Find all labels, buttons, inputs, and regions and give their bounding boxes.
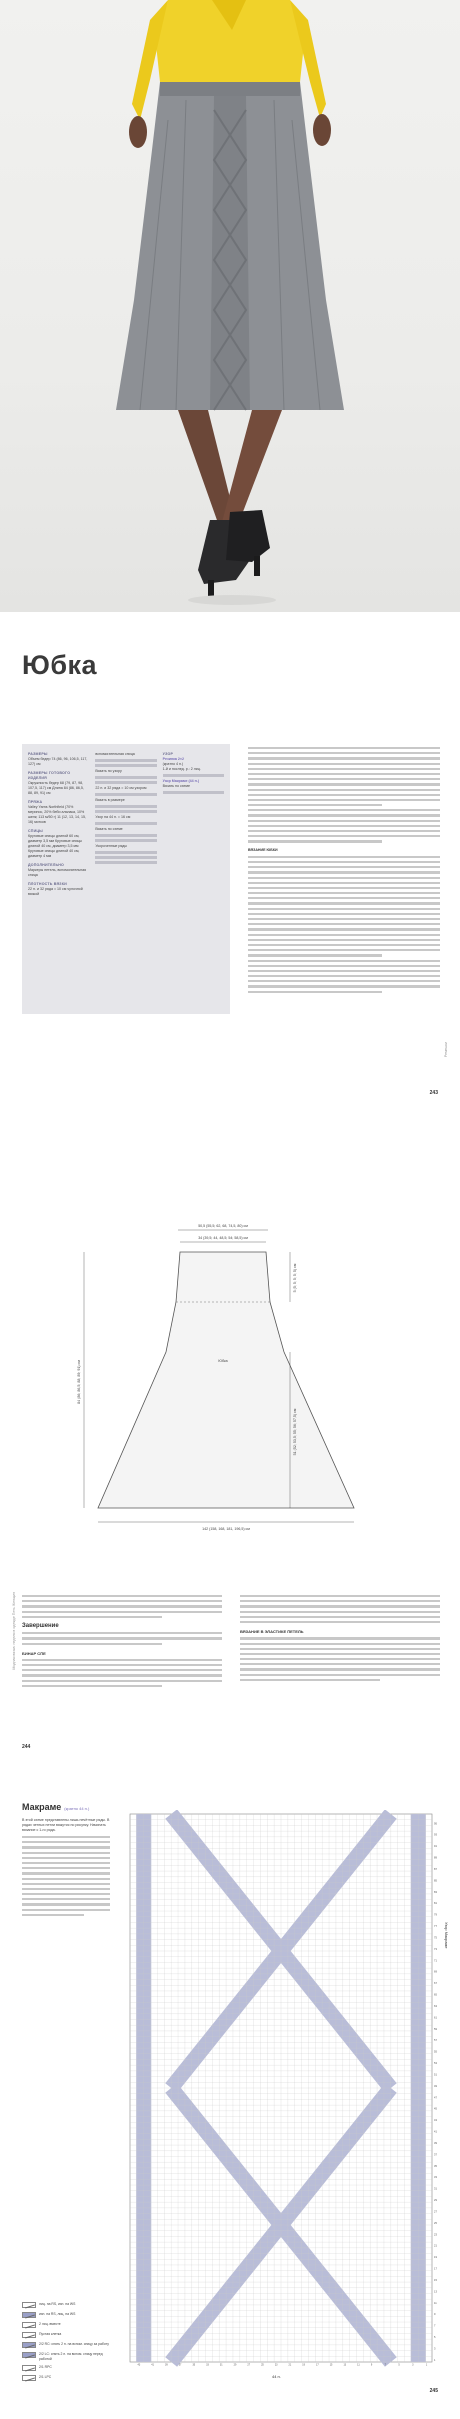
row-number: 23 [434,2233,437,2237]
info-heading: ПРЯЖА [28,800,43,804]
info-column-middle [95,752,156,1006]
top-measure: 50,5 (55,5; 62, 68, 74,5, 80) см [198,1224,248,1228]
row-number: 21 [434,2244,437,2248]
section-heading: Завершение [22,1622,59,1629]
row-number: 75 [434,1936,437,1940]
row-number: 3 [434,2347,436,2351]
column-number: 7 [384,2363,386,2367]
column-number: 5 [398,2363,400,2367]
column-number: 29 [233,2363,237,2367]
legend-symbol [22,2375,36,2381]
model-illustration [0,0,460,612]
legend-item [22,2312,112,2318]
info-heading: СПИЦЫ [28,829,43,833]
legend-label: 2/2 LC: снять 2 п. на вспом. спицу перед работой [39,2352,103,2361]
row-number: 45 [434,2107,437,2111]
waist-measure: 34 (39,5; 44, 48,5; 54; 58,5) см [198,1236,248,1240]
row-number: 29 [434,2199,437,2203]
legend-label: 2/2 RC: снять 2 п. на вспом. спицу за работу [39,2342,109,2346]
info-text: Вязать в размере [95,798,125,802]
row-number: 87 [434,1867,437,1871]
column-number: 43 [137,2363,141,2367]
column-number: 41 [151,2363,154,2367]
column-number: 21 [288,2363,292,2367]
row-number: 55 [434,2050,437,2054]
info-text: Укороченные ряды [95,844,127,848]
section-heading: БИНАР СПЕ [22,1650,46,1656]
row-number: 43 [434,2119,437,2123]
chart-page [0,1762,460,2419]
row-number: 41 [434,2130,437,2134]
column-number: 27 [247,2363,251,2367]
info-text: Объем бедер 74 (86, 96, 106,5, 117, 127) см [28,757,88,766]
page-number: 245 [429,2388,438,2394]
info-text: Круговые спицы длиной 60 см, диаметр 3,5 мм Круговые спицы длиной 40 см, диаметр 3,5 мм Круговые спицы длиной 40 см, диаметр 4 мм [28,834,82,858]
row-number: 89 [434,1856,437,1860]
row-number: 83 [434,1890,437,1894]
column-number: 25 [261,2363,264,2367]
legend-label: лиц. на RS, изн. на WS [39,2302,76,2306]
schematic-page [0,1152,460,1762]
row-number: 1 [434,2358,436,2362]
row-number: 9 [434,2313,436,2317]
chart-desc-text: В этой схеме представлены лишь нечётные ряды. В рядах четных петли вяжутся по рисунку. Начинать вязание с 1-го ряда. [22,1818,110,1832]
row-number: 13 [434,2290,437,2294]
row-number: 27 [434,2210,437,2214]
row-number: 61 [434,2016,437,2020]
row-number: 81 [434,1902,437,1906]
row-number: 51 [434,2073,437,2077]
row-number: 17 [434,2267,437,2271]
info-text: Резинка 2×2 [162,757,185,761]
legend-symbol [22,2342,36,2348]
legend-label: изн. на RS, лиц. на WS [39,2312,76,2316]
info-text: вспомогательная спица [95,752,135,756]
info-text: Вязать по узору [95,769,122,773]
legend-symbol [22,2365,36,2371]
chart-bottom-label: 44 п. [272,2374,281,2379]
column-number: 17 [316,2363,319,2367]
info-text: Вязать по схеме [162,784,191,788]
row-number: 19 [434,2256,437,2260]
column-number: 1 [425,2363,428,2367]
legend-item [22,2302,112,2308]
legend-item [22,2365,112,2371]
row-number: 85 [434,1879,437,1883]
info-text: Узор на 44 п. = 16 см [95,815,131,819]
pattern-text-page [0,612,460,1152]
column-number: 31 [219,2363,223,2367]
legend-symbol [22,2332,36,2338]
legend-item [22,2375,112,2381]
info-column-right [163,752,224,1006]
row-number: 39 [434,2141,437,2145]
info-heading: ДОПОЛНИТЕЛЬНО [28,863,65,867]
row-number: 73 [434,1947,437,1951]
chart-description [22,1818,110,1919]
chart-title-note: (кратно 44 п.) [64,1806,90,1811]
body-text [248,744,440,996]
legend-label: 2/1 LPC [39,2375,52,2380]
row-number: 47 [434,2096,437,2100]
row-number: 63 [434,2004,437,2008]
legend-item [22,2352,112,2361]
row-number: 37 [434,2153,437,2157]
finishing-text [22,1592,222,1690]
legend-symbol [22,2352,36,2358]
row-number: 91 [434,1845,437,1849]
column-number: 11 [357,2363,360,2367]
column-number: 9 [370,2363,373,2367]
info-text: Окружность бедер 68 (79, 87, 98, 107,5, 117) см Длина 84 (86, 86,5, 88, 89, 91) см [28,781,84,795]
row-number: 5 [434,2336,436,2340]
legend-label: 2 лиц. вместе [39,2322,61,2326]
section-heading: ВЯЗАНИЕ В ЭЛАСТИКЕ ПЕТЕЛЬ [240,1629,304,1635]
model-photo [0,0,460,612]
vertical-total-measure: 84 (86; 86,5; 88; 89; 91) см [77,1360,81,1404]
info-text: 22 п. и 32 ряда = 10 см чулочной вязкой [28,887,83,896]
column-number: 3 [412,2363,414,2367]
page-number: 244 [22,1744,31,1750]
column-number: 15 [329,2363,333,2367]
column-number: 13 [343,2363,347,2367]
assembly-text [240,1592,440,1684]
row-number: 67 [434,1982,437,1986]
legend-label: Пустая клетка [39,2332,62,2336]
stitch-chart-svg [120,1810,442,2370]
section-heading: ВЯЗАНИЕ ЮБКИ [248,847,278,852]
info-text: 22 п. и 32 ряда = 10 см узором [95,786,147,790]
row-number: 33 [434,2176,437,2180]
column-number: 37 [178,2363,182,2367]
column-number: 33 [206,2363,209,2367]
info-text: Маркеры петель, вспомогательная спица [28,868,87,877]
row-number: 77 [434,1925,437,1929]
legend-item [22,2332,112,2338]
info-text: 1-й и послед. р.: 2 лиц. [162,767,201,771]
row-number: 79 [434,1913,437,1917]
chart-legend [22,2302,112,2385]
row-number: 49 [434,2084,437,2088]
info-heading: ПЛОТНОСТЬ ВЯЗКИ [28,882,67,886]
skirt-schematic [0,1152,460,1582]
vertical-top-measure: 5 (5; 5; 5; 5; 5) см [293,1263,297,1293]
row-number: 7 [434,2324,436,2328]
column-number: 23 [274,2363,278,2367]
info-text: Узор Макраме (44 п.) [162,779,200,783]
stitch-chart [120,1810,442,2370]
legend-label: 2/1 RPC [39,2365,52,2370]
row-number: 95 [434,1822,437,1826]
row-number: 57 [434,2039,437,2043]
row-number: 59 [434,2027,437,2031]
info-text: (кратно 4 п.) [162,762,184,766]
chart-side-note: Узор Макраме [444,1922,449,1949]
info-heading: УЗОР [162,752,174,756]
row-number: 35 [434,2164,437,2168]
row-number: 53 [434,2062,437,2066]
row-number: 93 [434,1833,437,1837]
info-column-left [28,752,89,1006]
schematic-label: Юбка [218,1359,228,1363]
column-number: 35 [192,2363,196,2367]
legend-symbol [22,2302,36,2308]
row-number: 25 [434,2221,437,2225]
vertical-partial-measure: 51 (52; 53,5; 55; 56; 57,5) см [293,1408,297,1456]
row-number: 15 [434,2278,437,2282]
legend-symbol [22,2312,36,2318]
bottom-measure: 142 (158, 168, 181, 196,5) см [202,1527,250,1531]
legend-symbol [22,2322,36,2328]
row-number: 65 [434,1993,437,1997]
info-box [22,744,230,1014]
row-number: 69 [434,1970,437,1974]
info-text: Вязать по схеме [95,827,123,831]
page-number: 243 [429,1090,438,1096]
page-title: Юбка [22,650,98,680]
side-label: Ремешки [444,1042,448,1058]
chart-title [22,1802,89,1812]
row-number: 71 [434,1959,437,1963]
info-heading: РАЗМЕРЫ [28,752,48,756]
chart-title-text: Макраме [22,1802,62,1812]
row-number: 11 [434,2301,437,2305]
column-number: 39 [165,2363,168,2367]
info-heading: РАЗМЕРЫ ГОТОВОГО ИЗДЕЛИЯ [28,771,71,780]
side-label: Модная вязка: неделя в одежде Петь Женщин [12,1592,16,1670]
column-number: 19 [302,2363,305,2367]
row-number: 31 [434,2187,437,2191]
legend-item [22,2342,112,2348]
info-text: Valley Yarns Northfield (70% меринос, 20% беби альпака, 10% шелк; 113 м/50 г) 11 (12, 13, 14, 15, 16) мотков [28,805,87,824]
legend-item [22,2322,112,2328]
